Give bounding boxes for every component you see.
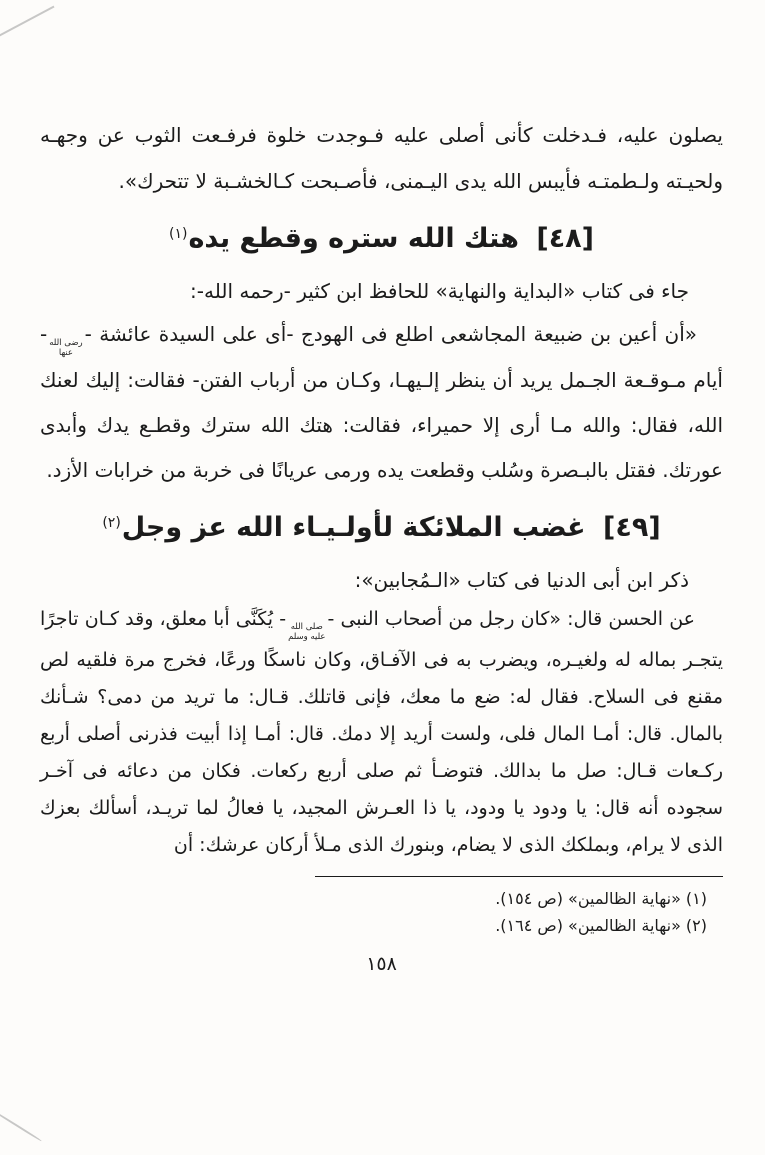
scan-artifact-bottom-left bbox=[0, 1108, 42, 1141]
radia-allah-anha-honorific bbox=[47, 339, 84, 358]
section-49-body bbox=[40, 601, 723, 864]
section-48-body-part2: - أيام مـوقـعة الجـمل يريد أن ينظر إلـيهـا، وكـان من أرباب الفتن- فقالت: إليك لعنك الله، فقال: والله مـا أرى إلا حميراء، فقالت: هتك الله سترك وقطـع يدك وأبدى عورتك. فقتل بالبـصرة وسُلب وقطعت يده ورمى عريانًا فى خربة من خرابات الأزد. bbox=[40, 322, 723, 482]
section-48-body bbox=[40, 312, 723, 493]
footnote-2 bbox=[40, 912, 723, 939]
section-48-number: [٤٨] bbox=[536, 223, 594, 254]
footnote-1-text: «نهاية الظالمين» (ص ١٥٤). bbox=[495, 889, 681, 908]
honorific-line1: صلى الله bbox=[290, 622, 323, 632]
section-49-heading bbox=[40, 509, 723, 551]
section-49-body-part2: - يُكَنَّى أبا معلق، وقد كـان تاجرًا يتجـر بماله له ولغيـره، ويضرب به فى الآفـاق، وكان ناسكًا ورعًا، فخرج مرة فلقيه لص مقنع فى السلاح. فقال له: ضع ما معك، فإنى قاتلك. قـال: ما تريد من دمى؟ شـأنك بالمال. قال: أمـا المال فلى، ولست أريد إلا دمك. قال: أمـا إذا أبيت فذرنى أصلى أربع ركـعات قـال: صل ما بدالك. فتوضـأ ثم صلى أربع ركعات. فكان من دعائه فى آخـر سجوده أنه قال: يا ودود يا ودود، يا ذا العـرش المجيد، يا فعالُ لما تريـد، أسألك بعزك الذى لا يرام، وبملكك الذى لا يضام، وبنورك الذى مـلأ أركان عرشك: أن bbox=[40, 608, 723, 856]
section-48-footnote-ref: (١) bbox=[169, 226, 188, 242]
section-48-intro: جاء فى كتاب «البداية والنهاية» للحافظ ابن كثير -رحمه الله-: bbox=[190, 279, 689, 303]
honorific-line2: عليه وسلم bbox=[288, 631, 326, 642]
footnotes-block bbox=[40, 876, 723, 939]
footnote-divider bbox=[315, 876, 723, 877]
footnote-2-marker: (٢) bbox=[685, 916, 707, 935]
footnote-1 bbox=[40, 885, 723, 912]
continuation-paragraph: يصلون عليه، فـدخلت كأنى أصلى عليه فـوجدت خلوة فرفـعت الثوب عن وجهـه ولحيـته ولـطمتـه فأيبس الله يدى اليـمنى، فأصـبحت كـالخشـبة لا تتحرك». bbox=[40, 123, 723, 193]
section-49-title: غضب الملائكة لأولـيـاء الله عز وجل bbox=[121, 512, 586, 543]
section-49-number: [٤٩] bbox=[603, 512, 661, 543]
section-49-intro: ذكر ابن أبى الدنيا فى كتاب «الـمُجابين»: bbox=[354, 568, 689, 592]
sallallahu-alayhi-wasallam-honorific bbox=[286, 623, 327, 642]
honorific-line2: عنها bbox=[58, 347, 74, 358]
page-number: ١٥٨ bbox=[366, 953, 397, 975]
section-48-heading bbox=[40, 220, 723, 262]
section-49-footnote-ref: (٢) bbox=[102, 515, 121, 531]
section-48-body-part1: «أن أعين بن ضبيعة المجاشعى اطلع فى الهودج -أى على السيدة عائشة - bbox=[84, 322, 697, 346]
footnote-1-marker: (١) bbox=[685, 889, 707, 908]
footnote-2-text: «نهاية الظالمين» (ص ١٦٤). bbox=[495, 916, 681, 935]
section-48-title: هتك الله ستره وقطع يده bbox=[188, 223, 519, 254]
honorific-line1: رضى الله bbox=[49, 338, 83, 348]
section-49-body-part1: عن الحسن قال: «كان رجل من أصحاب النبى - bbox=[327, 608, 695, 630]
